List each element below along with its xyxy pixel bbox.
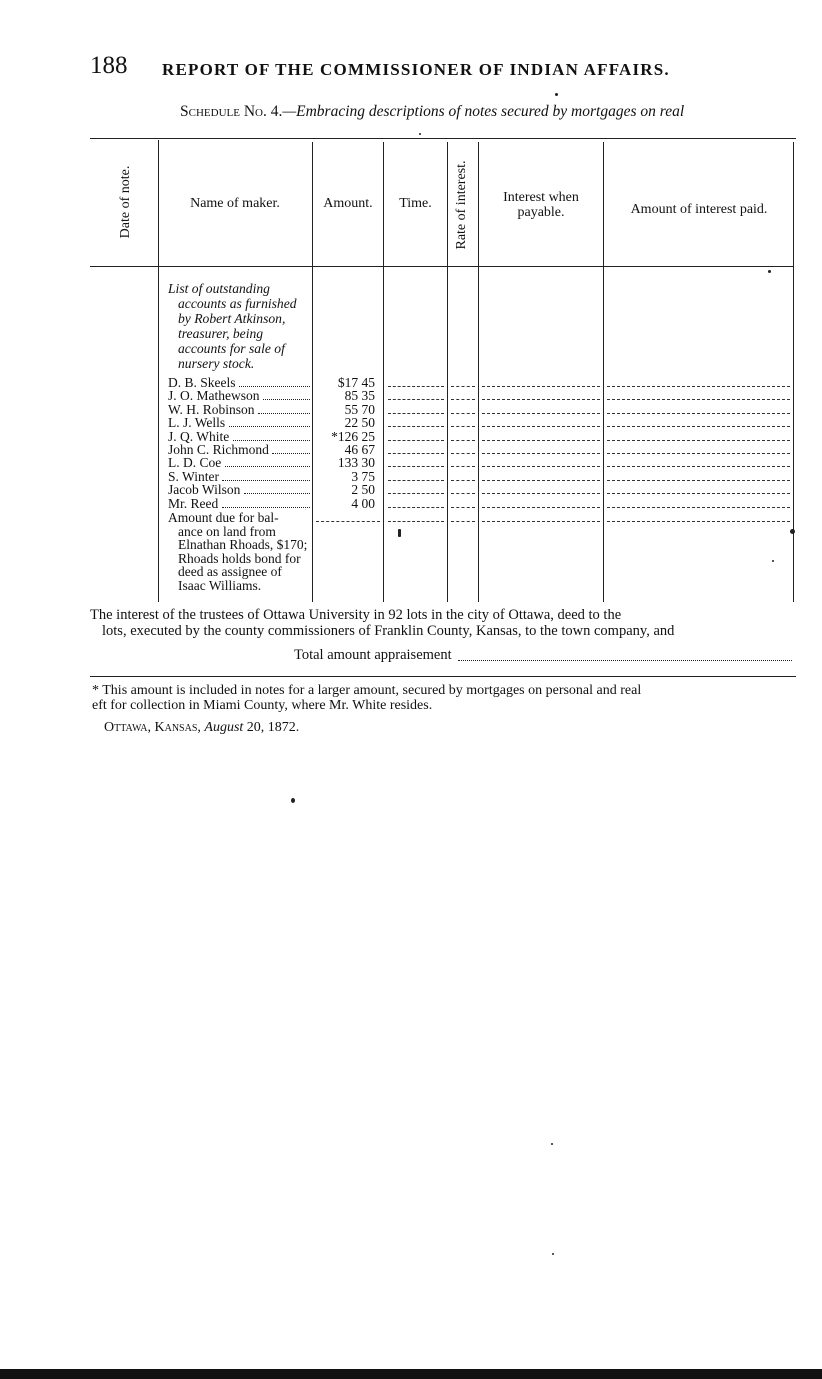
row-leader-1 (451, 426, 475, 427)
amount-due-rest: ance on land from Elnathan Rhoads, $170; Rhoads holds bond for deed as assignee of Isaac Williams. (178, 523, 308, 593)
scan-speck (790, 529, 795, 534)
table-row (168, 470, 793, 484)
scan-speck (551, 1143, 553, 1145)
row-leader-0 (388, 426, 444, 427)
row-leader-0 (388, 480, 444, 481)
row-leader-2 (482, 453, 600, 454)
row-leader-2 (482, 386, 600, 387)
header-date-of-note: Date of note. (118, 165, 133, 239)
scan-speck (419, 133, 421, 135)
amount-due-dash-amount (316, 521, 380, 522)
header-time: Time. (399, 196, 432, 211)
row-leader-2 (482, 426, 600, 427)
table-row (168, 376, 793, 390)
row-leader-0 (388, 493, 444, 494)
total-label: Total amount appraisement (294, 647, 452, 663)
maker-name: Jacob Wilson (168, 482, 241, 497)
maker-name: John C. Richmond (168, 442, 269, 457)
row-leader-1 (451, 453, 475, 454)
row-leader-0 (388, 440, 444, 441)
scan-bottom-edge (0, 1369, 822, 1379)
row-leader-0 (388, 399, 444, 400)
row-leader-3 (607, 466, 790, 467)
row-leader-0 (388, 453, 444, 454)
row-leader-1 (451, 480, 475, 481)
table-header-rule (90, 266, 794, 267)
maker-name: D. B. Skeels (168, 375, 236, 390)
list-intro-rest: accounts as furnished by Robert Atkinson, treasurer, being accounts for sale of nursery stock. (178, 296, 297, 371)
row-leader-1 (451, 440, 475, 441)
row-leader-2 (482, 493, 600, 494)
amount-due-note (168, 511, 310, 592)
row-leader-2 (482, 480, 600, 481)
scan-speck (398, 529, 401, 537)
maker-amount: 46 67 (344, 442, 375, 457)
col-divider-4 (447, 142, 448, 602)
table-row (168, 483, 793, 497)
schedule-title (180, 103, 684, 121)
name-leader-dots (222, 497, 310, 508)
row-leader-2 (482, 440, 600, 441)
maker-amount: *126 25 (331, 429, 375, 444)
table-row (168, 456, 793, 470)
row-leader-0 (388, 413, 444, 414)
row-leader-3 (607, 426, 790, 427)
table-row (168, 497, 793, 511)
table-top-rule (90, 138, 796, 139)
row-leader-2 (482, 413, 600, 414)
list-intro-line1: List of outstanding (168, 281, 270, 296)
trustees-line1: The interest of the trustees of Ottawa University in 92 lots in the city of Ottawa, deed to the (90, 607, 622, 623)
row-leader-0 (388, 507, 444, 508)
scan-speck (552, 1253, 554, 1255)
footnote-line1: * This amount is included in notes for a larger amount, secured by mortgages on personal and real (92, 683, 642, 698)
header-rate-of-interest: Rate of interest. (454, 160, 469, 250)
col-divider-5 (478, 142, 479, 602)
maker-name: W. H. Robinson (168, 402, 255, 417)
name-leader-dots (272, 443, 310, 454)
row-leader-0 (388, 386, 444, 387)
footnote-rule (90, 676, 796, 677)
maker-amount: 85 35 (344, 388, 375, 403)
schedule-description: —Embracing descriptions of notes secured by mortgages on real (282, 103, 685, 120)
name-leader-dots (229, 416, 310, 427)
col-divider-1 (158, 140, 159, 602)
maker-amount: 55 70 (344, 402, 375, 417)
table-row (168, 403, 793, 417)
scan-speck (772, 560, 774, 562)
row-leader-3 (607, 493, 790, 494)
maker-amount: 22 50 (344, 415, 375, 430)
row-leader-1 (451, 386, 475, 387)
name-leader-dots (263, 389, 310, 400)
name-leader-dots (233, 430, 310, 441)
maker-name: S. Winter (168, 469, 219, 484)
running-head: REPORT OF THE COMMISSIONER OF INDIAN AFFAIRS. (162, 60, 670, 79)
amount-due-dash-time (388, 521, 444, 522)
total-leader-dots (458, 660, 792, 661)
header-interest-when-payable: Interest when payable. (503, 190, 579, 220)
row-leader-0 (388, 466, 444, 467)
place-name: Ottawa, Kansas, (104, 720, 201, 735)
scan-speck (291, 798, 295, 803)
row-leader-1 (451, 507, 475, 508)
date-rest: 20, 1872. (246, 720, 300, 735)
row-leader-3 (607, 413, 790, 414)
name-leader-dots (239, 376, 310, 387)
row-leader-3 (607, 453, 790, 454)
maker-amount: 2 50 (351, 482, 375, 497)
row-leader-3 (607, 440, 790, 441)
scan-speck (768, 270, 771, 273)
footnote-line2: eft for collection in Miami County, where Mr. White resides. (92, 698, 433, 713)
row-leader-3 (607, 399, 790, 400)
list-intro (168, 281, 310, 371)
schedule-label: Schedule No. 4. (180, 103, 283, 120)
row-leader-1 (451, 399, 475, 400)
date-month: August (204, 720, 244, 735)
row-leader-3 (607, 386, 790, 387)
maker-name: L. J. Wells (168, 415, 226, 430)
col-divider-3 (383, 142, 384, 602)
trustees-paragraph (90, 607, 796, 639)
row-leader-3 (607, 507, 790, 508)
header-amount-interest-paid: Amount of interest paid. (630, 202, 768, 217)
row-leader-2 (482, 507, 600, 508)
maker-amount: 4 00 (351, 496, 375, 511)
name-leader-dots (222, 470, 310, 481)
scan-speck (555, 93, 558, 96)
maker-amount: $17 45 (337, 375, 375, 390)
amount-due-line1: Amount due for bal- (168, 510, 279, 525)
row-leader-1 (451, 493, 475, 494)
row-leader-1 (451, 466, 475, 467)
maker-name: J. Q. White (168, 429, 230, 444)
maker-name: Mr. Reed (168, 496, 219, 511)
amount-due-dash-payable (482, 521, 600, 522)
row-leader-2 (482, 466, 600, 467)
amount-due-dash-rate (451, 521, 475, 522)
name-leader-dots (225, 456, 310, 467)
maker-name: J. O. Mathewson (168, 388, 260, 403)
header-amount: Amount. (323, 196, 373, 211)
name-leader-dots (258, 403, 310, 414)
table-row (168, 389, 793, 403)
footnote (92, 683, 796, 713)
row-leader-3 (607, 480, 790, 481)
amount-due-dash-paid (607, 521, 790, 522)
page-number: 188 (90, 52, 128, 79)
maker-amount: 133 30 (337, 455, 375, 470)
col-divider-2 (312, 142, 313, 602)
maker-name: L. D. Coe (168, 455, 222, 470)
trustees-line2: lots, executed by the county commissioners of Franklin County, Kansas, to the town company, and (102, 623, 675, 639)
header-name-of-maker: Name of maker. (190, 196, 280, 211)
place-date (104, 720, 299, 736)
table-row (168, 416, 793, 430)
row-leader-1 (451, 413, 475, 414)
maker-amount: 3 75 (351, 469, 375, 484)
row-leader-2 (482, 399, 600, 400)
table-row (168, 443, 793, 457)
name-leader-dots (244, 483, 310, 494)
